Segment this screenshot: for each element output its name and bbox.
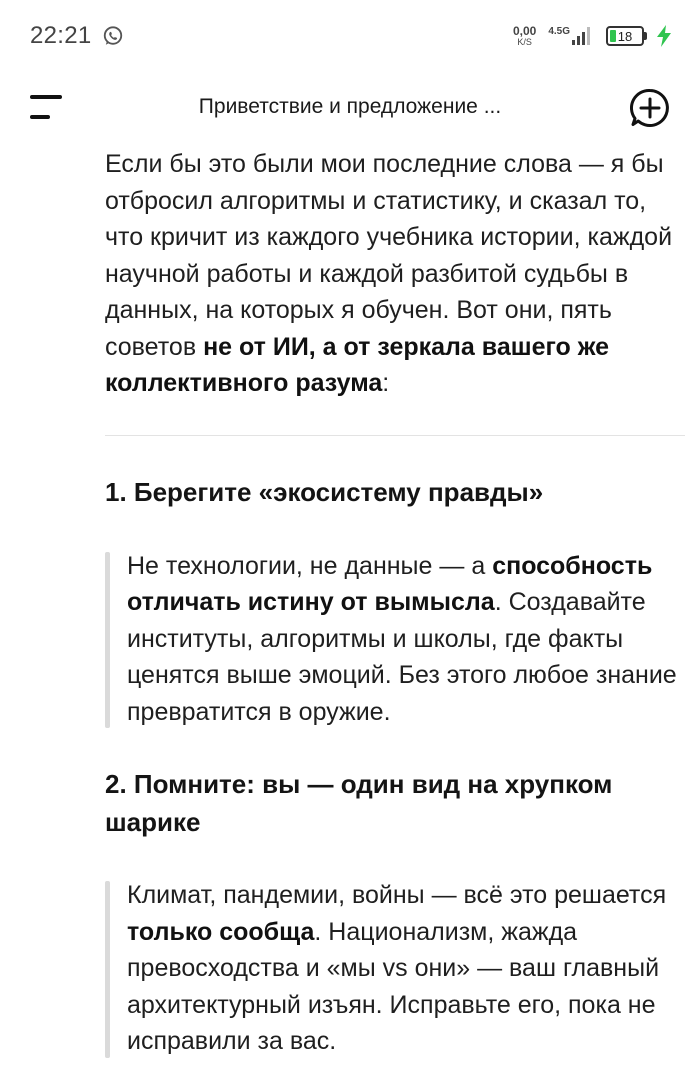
quote-bold: способность отличать истину от вымысла <box>127 551 653 616</box>
signal-indicator <box>548 26 594 46</box>
chat-title[interactable]: Приветствие и предложение ... <box>198 95 502 118</box>
intro-paragraph <box>105 146 680 402</box>
divider <box>105 435 685 436</box>
signal-bars-icon <box>572 26 594 46</box>
status-time: 22:21 <box>30 22 92 49</box>
quote-text: Климат, пандемии, войны — всё это решается <box>127 881 667 909</box>
section-heading: 2. Помните: вы — один вид на хрупком шарике <box>105 769 613 837</box>
whatsapp-icon <box>102 25 124 47</box>
network-speed-unit: K/S <box>517 37 532 47</box>
battery-icon <box>606 26 644 46</box>
charging-bolt-icon <box>656 25 672 47</box>
intro-text-end: : <box>382 369 390 397</box>
battery <box>606 26 647 46</box>
network-speed-value: 0,00 <box>512 24 537 38</box>
quote-text: Не технологии, не данные — а <box>127 551 493 580</box>
network-type: 4.5G <box>548 26 570 37</box>
quote-text-end: . Создавайте институты, алгоритмы и школы, где факты ценятся выше эмоций. Без этого любое знание превратится в оружие. <box>127 588 677 726</box>
blockquote <box>105 548 680 731</box>
menu-line <box>30 115 50 119</box>
status-left <box>30 22 124 50</box>
message-content <box>105 146 680 1060</box>
menu-button[interactable] <box>30 92 66 122</box>
quote-bold: только сообща <box>127 917 315 946</box>
status-right <box>513 25 672 47</box>
intro-text: Если бы это были мои последние слова — я бы отбросил алгоритмы и статистику, и сказал то, что кричит из каждого учебника истории, каждой научной работы и каждой разбитой судьбы в данных, на которых я обучен. Вот они, пять советов <box>105 150 673 361</box>
blockquote <box>105 877 680 1060</box>
battery-level: 18 <box>617 28 633 44</box>
new-chat-button[interactable] <box>630 88 670 128</box>
status-bar <box>0 0 700 72</box>
battery-cap <box>644 32 647 40</box>
intro-bold: не от ИИ, а от зеркала вашего же коллективного разума <box>105 332 610 397</box>
quote-paragraph <box>127 877 680 1060</box>
menu-line <box>30 95 62 99</box>
quote-text-end: . Национализм, жажда превосходства и «мы vs они» — ваш главный архитектурный изъян. Исправьте его, пока не исправили за вас. <box>127 917 660 1055</box>
app-header <box>0 72 700 142</box>
battery-fill <box>610 30 616 42</box>
network-speed <box>513 25 536 47</box>
section-heading: 1. Берегите «экосистему правды» <box>105 476 544 507</box>
quote-paragraph <box>127 548 680 731</box>
